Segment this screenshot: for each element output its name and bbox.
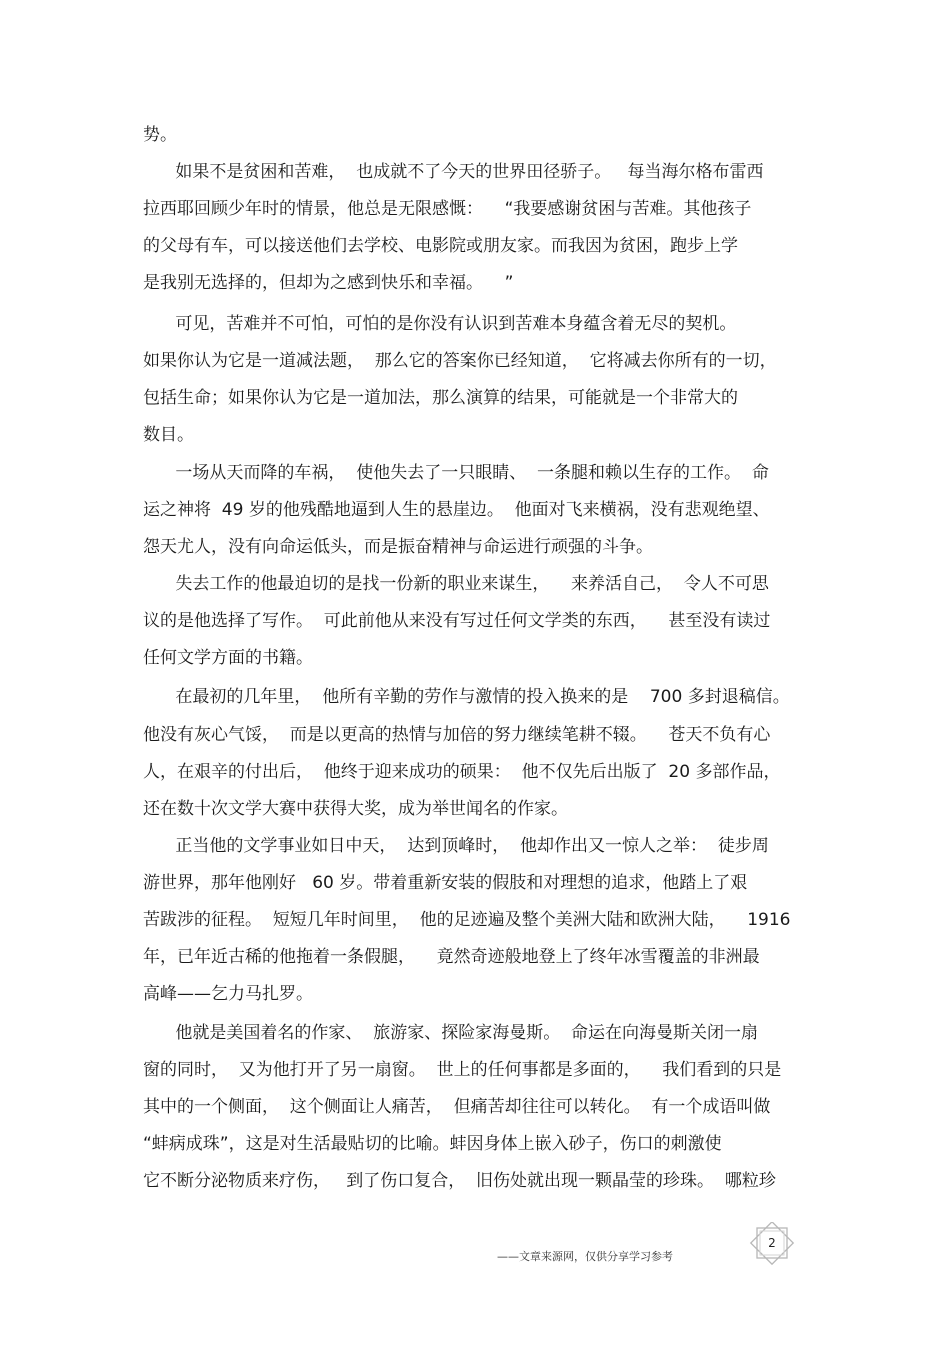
text-line: 可见，苦难并不可怕，可怕的是你没有认识到苦难本身蕴含着无尽的契机。 (143, 314, 737, 334)
text-line: 游世界，那年他刚好 60 岁。带着重新安装的假肢和对理想的追求，他踏上了艰 (143, 873, 748, 893)
text-line: 一场从天而降的车祸， 使他失去了一只眼睛、 一条腿和赖以生存的工作。 命 (143, 463, 769, 483)
text-line: 高峰——乞力马扎罗。 (143, 984, 313, 1004)
text-line: 失去工作的他最迫切的是找一份新的职业来谋生， 来养活自己， 令人不可思 (143, 574, 769, 594)
text-line: 年，已年近古稀的他拖着一条假腿， 竟然奇迹般地登上了终年冰雪覆盖的非洲最 (143, 947, 760, 967)
text-line: 正当他的文学事业如日中天， 达到顶峰时， 他却作出又一惊人之举： 徒步周 (143, 836, 769, 856)
text-line: 他没有灰心气馁， 而是以更高的热情与加倍的努力继续笔耕不辍。 苍天不负有心 (143, 725, 771, 745)
text-line: 运之神将 49 岁的他残酷地逼到人生的悬崖边。 他面对飞来横祸，没有悲观绝望、 (143, 500, 770, 520)
text-line: “蚌病成珠”，这是对生活最贴切的比喻。蚌因身体上嵌入砂子，伤口的刺激使 (143, 1134, 722, 1154)
text-line: 是我别无选择的，但却为之感到快乐和幸福。 ” (143, 273, 514, 293)
text-line: 势。 (143, 125, 177, 145)
text-line: 在最初的几年里， 他所有辛勤的劳作与激情的投入换来的是 700 多封退稿信。 (143, 687, 790, 707)
text-line: 的父母有车，可以接送他们去学校、电影院或朋友家。而我因为贫困，跑步上学 (143, 236, 738, 256)
text-line: 拉西耶回顾少年时的情景，他总是无限感慨： “我要感谢贫困与苦难。其他孩子 (143, 199, 752, 219)
text-line: 苦跋涉的征程。 短短几年时间里， 他的足迹遍及整个美洲大陆和欧洲大陆， 1916 (143, 910, 791, 930)
page-number-badge (748, 1222, 796, 1266)
text-line: 包括生命；如果你认为它是一道加法，那么演算的结果，可能就是一个非常大的 (143, 388, 738, 408)
text-line: 数目。 (143, 425, 194, 445)
footer-source-note: ——文章来源网，仅供分享学习参考 (497, 1250, 673, 1263)
text-line: 如果你认为它是一道减法题， 那么它的答案你已经知道， 它将减去你所有的一切， (143, 351, 777, 371)
text-line: 人，在艰辛的付出后， 他终于迎来成功的硕果： 他不仅先后出版了 20 多部作品， (143, 762, 781, 782)
text-line: 其中的一个侧面， 这个侧面让人痛苦， 但痛苦却往往可以转化。 有一个成语叫做 (143, 1097, 771, 1117)
text-line: 它不断分泌物质来疗伤， 到了伤口复合， 旧伤处就出现一颗晶莹的珍珠。 哪粒珍 (143, 1171, 776, 1191)
text-line: 如果不是贫困和苦难， 也成就不了今天的世界田径骄子。 每当海尔格布雷西 (143, 162, 764, 182)
text-line: 他就是美国着名的作家、 旅游家、探险家海曼斯。 命运在向海曼斯关闭一扇 (143, 1023, 759, 1043)
text-line: 窗的同时， 又为他打开了另一扇窗。 世上的任何事都是多面的， 我们看到的只是 (143, 1060, 782, 1080)
text-line: 任何文学方面的书籍。 (143, 648, 313, 668)
text-line: 议的是他选择了写作。 可此前他从来没有写过任何文学类的东西， 甚至没有读过 (143, 611, 771, 631)
text-line: 怨天尤人，没有向命运低头，而是振奋精神与命运进行顽强的斗争。 (143, 537, 653, 557)
page-number: 2 (768, 1236, 776, 1250)
text-line: 还在数十次文学大赛中获得大奖，成为举世闻名的作家。 (143, 799, 568, 819)
